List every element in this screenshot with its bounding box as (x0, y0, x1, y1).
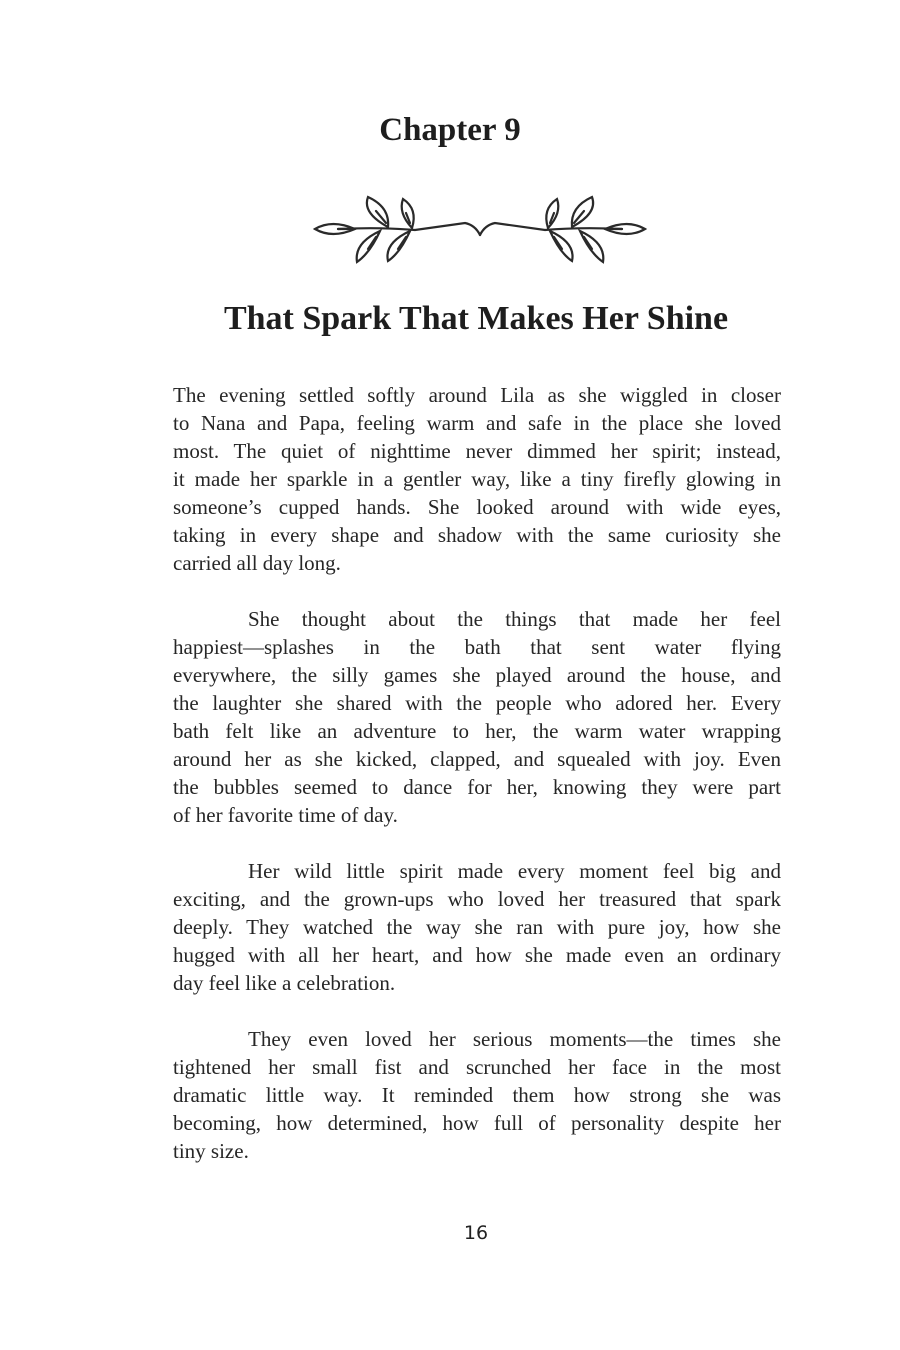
text-line: the laughter she shared with the people who adored her. Every (173, 691, 781, 715)
text-line: deeply. They watched the way she ran with pure joy, how she (173, 915, 781, 939)
paragraph (173, 605, 781, 829)
text-line: of her favorite time of day. (173, 803, 398, 827)
text-line: carried all day long. (173, 551, 341, 575)
text-line: bath felt like an adventure to her, the warm water wrapping (173, 719, 781, 743)
text-line: becoming, how determined, how full of personality despite her (173, 1111, 781, 1135)
text-line: it made her sparkle in a gentler way, like a tiny firefly glowing in (173, 467, 781, 491)
chapter-heading: Chapter 9 (379, 112, 521, 148)
text-line: hugged with all her heart, and how she made even an ordinary (173, 943, 781, 967)
paragraph (173, 857, 781, 997)
text-line: Her wild little spirit made every moment feel big and (248, 859, 781, 883)
text-line: She thought about the things that made her feel (248, 607, 781, 631)
text-line: They even loved her serious moments—the times she (248, 1027, 781, 1051)
text-line: The evening settled softly around Lila as she wiggled in closer (173, 383, 781, 407)
text-line: everywhere, the silly games she played around the house, and (173, 663, 781, 687)
paragraph (173, 381, 781, 577)
page-number: 16 (463, 1222, 489, 1244)
text-line: taking in every shape and shadow with the same curiosity she (173, 523, 781, 547)
text-line: most. The quiet of nighttime never dimmed her spirit; instead, (173, 439, 781, 463)
text-line: someone’s cupped hands. She looked around with wide eyes, (173, 495, 781, 519)
paragraph (173, 1025, 781, 1165)
text-line: dramatic little way. It reminded them how strong she was (173, 1083, 781, 1107)
text-line: day feel like a celebration. (173, 971, 396, 995)
text-line: tightened her small fist and scrunched her face in the most (173, 1055, 781, 1079)
text-line: exciting, and the grown-ups who loved her treasured that spark (173, 887, 781, 911)
text-line: to Nana and Papa, feeling warm and safe in the place she loved (173, 411, 781, 435)
text-line: happiest—splashes in the bath that sent water flying (173, 635, 781, 659)
leaf-vine-divider-icon (300, 185, 650, 275)
chapter-title: That Spark That Makes Her Shine (223, 300, 729, 337)
text-line: the bubbles seemed to dance for her, knowing they were part (173, 775, 781, 799)
text-line: tiny size. (173, 1139, 249, 1163)
text-line: around her as she kicked, clapped, and squealed with joy. Even (173, 747, 781, 771)
chapter-body (173, 381, 781, 1193)
